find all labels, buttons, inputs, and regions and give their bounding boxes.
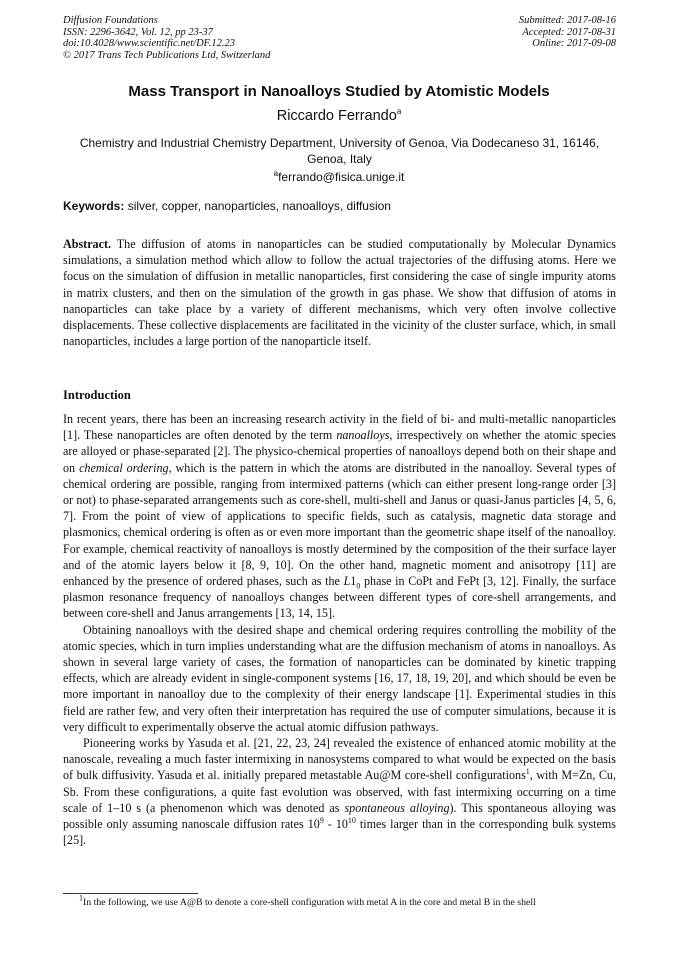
author-name: Riccardo Ferrando bbox=[276, 108, 397, 124]
text-run: In recent years, there has been an increasing research activity in the field of bi- and multi-metallic nanoparticles [1]. These nanoparticles are often denoted by the term bbox=[63, 412, 616, 443]
term-spontaneous-alloying: spontaneous alloying bbox=[344, 800, 450, 815]
text-run: times larger than in the corresponding bulk systems [25]. bbox=[63, 817, 616, 848]
footnote-number: 1 bbox=[79, 893, 83, 903]
text-run: , which is the pattern in which the atoms are distributed in the nanoalloy. Several types of chemical ordering are possible, ranging from intermixed patterns (which can either present long-range order [3] or not) to phase-separated arrangements such as core-shell, multi-shell and Janus or quasi-Janus particles [4, 5, 6, 7]. From the point of view of applications to specific fields, such as catalysis, magnetic data storage and plasmonics, chemical ordering is often as or even more important than the geometric shape itself of the nanoalloy. For example, chemical reactivity of nanoalloys is mostly determined by the composition of the their surface layer and of the atomic layers below it [8, 9, 10]. On the other hand, magnetic moment and anisotropy [11] are enhanced by the presence of ordered phases, such as the bbox=[63, 460, 616, 589]
footnote-text: In the following, we use A@B to denote a core-shell configuration with metal A in the core and metal B in the shell bbox=[83, 897, 536, 908]
footnote-mark: 1 bbox=[525, 767, 530, 777]
footnote-rule bbox=[63, 893, 198, 894]
author-affil-mark: a bbox=[396, 107, 402, 117]
exponent: 9 bbox=[319, 816, 324, 826]
abstract-text: The diffusion of atoms in nanoparticles can be studied computationally by Molecular Dynamics simulations, a simulation method which allow to follow the actual trajectories of the diffusing atoms. Here we focus on the simulation of diffusion in metallic nanoparticles, first considering the case of single impurity atoms in matrix clusters, and then on the simulation of the growth in gas phase. We show that diffusion of atoms in nanoparticles can take place by a variety of different mechanisms, which very often involve collective displacements. These collective displacements are facilitated in the vicinity of the cluster surface, which, in small nanoparticles, includes a large portion of the nanoparticle itself. bbox=[63, 237, 616, 349]
email-mark: a bbox=[273, 169, 279, 178]
phase-subscript: 0 bbox=[356, 581, 361, 591]
author-email-line bbox=[0, 170, 678, 184]
phase-digit: 1 bbox=[350, 574, 357, 589]
journal-name: Diffusion Foundations bbox=[63, 15, 158, 26]
text-run: , irrespectively on whether the atomic species are alloyed or phase-separated [2]. The physico-chemical properties of nanoalloys depend both on their shape and on bbox=[63, 428, 616, 475]
text-run: - 10 bbox=[323, 817, 348, 832]
author-affiliation: Chemistry and Industrial Chemistry Department, University of Genoa, Via Dodecaneso 31, 16146, Genoa, Italy bbox=[79, 136, 600, 166]
intro-paragraph-1 bbox=[63, 411, 616, 622]
abstract bbox=[63, 236, 616, 349]
journal-issn: ISSN: 2296-3642, Vol. 12, pp 23-37 bbox=[63, 26, 213, 38]
author-line bbox=[0, 108, 678, 124]
intro-paragraph-2: Obtaining nanoalloys with the desired shape and chemical ordering requires controlling the mobility of the atomic species, which in turn implies understanding what are the diffusion mechanism of atoms in nanoalloys. As shown in several large variety of cases, the formation of nanoparticles can be dominated by kinetic trapping effects, which are already evident in single-component systems [16, 17, 18, 19, 20], and which should be even be more important in nanoalloy due to the complexity of their energy landscape [1]. Experimental studies in this field are rather few, and very often their interpretation has required the use of computer simulations, because it is very difficult to experimentally observe the actual atomic diffusion pathways. bbox=[63, 622, 616, 734]
text-run: , with M=Zn, Cu, Sb. From these configurations, a quite fast evolution was observed, with fast intermixing occurring on a time scale of 1–10 s (a phenomenon which was denoted as bbox=[63, 768, 617, 815]
section-heading-introduction: Introduction bbox=[63, 388, 131, 402]
paper-title: Mass Transport in Nanoalloys Studied by Atomistic Models bbox=[128, 83, 550, 100]
date-accepted: Accepted: 2017-08-31 bbox=[522, 26, 616, 38]
keywords-label: Keywords: bbox=[63, 199, 125, 213]
date-submitted: Submitted: 2017-08-16 bbox=[518, 15, 616, 26]
journal-header-right bbox=[519, 15, 616, 50]
author-email: ferrando@fisica.unige.it bbox=[278, 170, 405, 184]
keywords-text: silver, copper, nanoparticles, nanoalloys, diffusion bbox=[127, 199, 391, 213]
abstract-label: Abstract. bbox=[63, 237, 112, 251]
text-run: Pioneering works by Yasuda et al. [21, 22, 23, 24] revealed the existence of enhanced atomic mobility at the nanoscale, revealing a much faster intermixing in nanosystems compared to what would be expected on the basis of bulk diffusivity. Yasuda et al. initially prepared metastable Au@M core-shell configurations bbox=[63, 736, 616, 783]
date-online: Online: 2017-09-08 bbox=[532, 38, 616, 49]
term-nanoalloys: nanoalloys bbox=[336, 428, 390, 443]
keywords bbox=[63, 199, 616, 213]
text-run: ). This spontaneous alloying was possible only assuming nanoscale diffusion rates 10 bbox=[63, 800, 616, 832]
phase-symbol: L bbox=[343, 574, 351, 589]
journal-header-left bbox=[63, 15, 270, 61]
intro-paragraph-3 bbox=[63, 735, 616, 848]
text-run: phase in CoPt and FePt [3, 12]. Finally, the surface plasmon resonance frequency of nanoalloys changes between different types of core-shell arrangements, and between core-shell and Janus arrangements [13, 14, 15]. bbox=[63, 574, 616, 621]
introduction-body bbox=[63, 411, 616, 848]
journal-copyright: © 2017 Trans Tech Publications Ltd, Switzerland bbox=[63, 49, 271, 61]
footnote bbox=[63, 893, 616, 909]
term-chemical-ordering: chemical ordering bbox=[79, 460, 169, 475]
exponent: 10 bbox=[347, 816, 356, 826]
journal-doi: doi:10.4028/www.scientific.net/DF.12.23 bbox=[63, 38, 235, 49]
